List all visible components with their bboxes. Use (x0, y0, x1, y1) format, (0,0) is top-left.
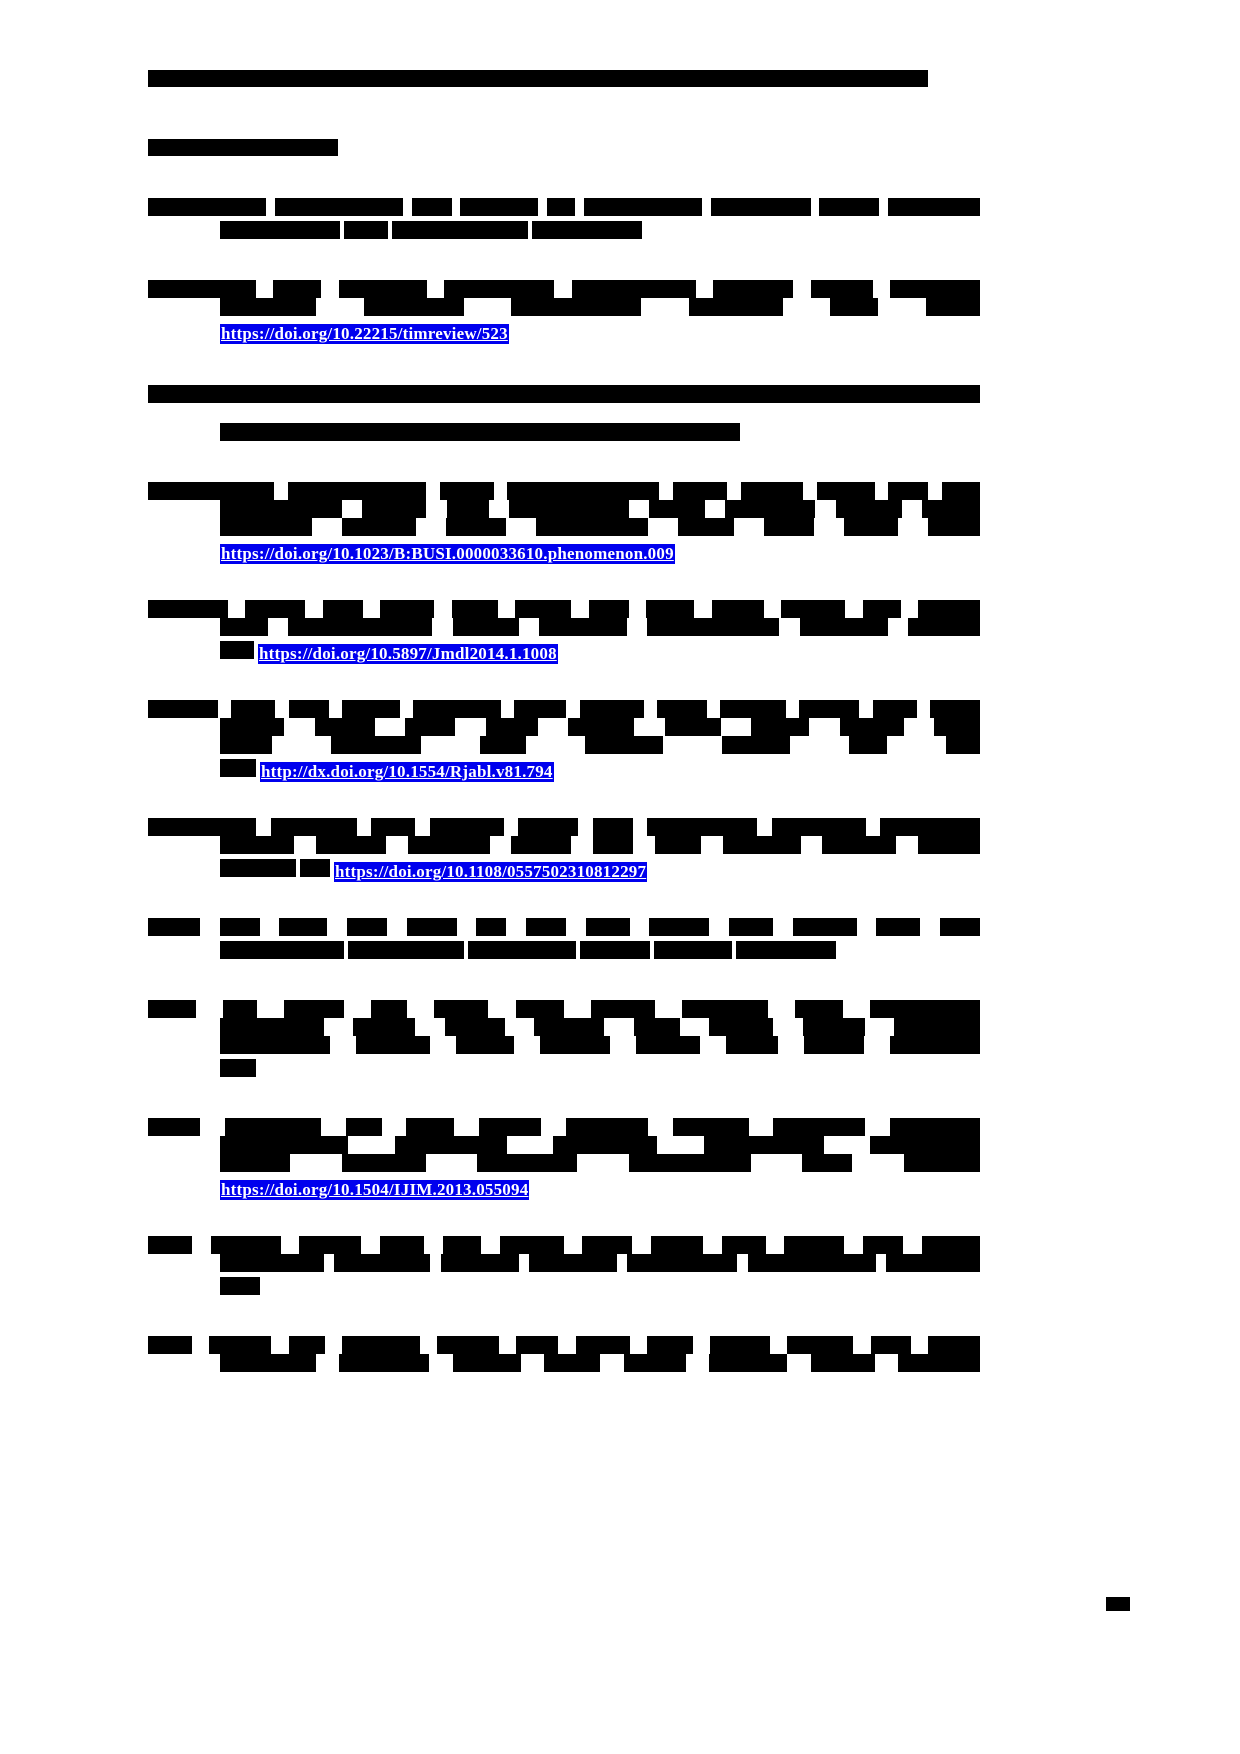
reference-entry (148, 1118, 980, 1210)
page-number (1106, 1597, 1130, 1616)
reference-line (148, 216, 980, 254)
doi-link[interactable]: https://doi.org/10.1504/IJIM.2013.055094 (221, 1180, 529, 1199)
reference-line (148, 754, 980, 792)
doi-link[interactable]: https://doi.org/10.5897/Jmdl2014.1.1008 (259, 644, 557, 663)
reference-entry (148, 380, 980, 456)
reference-entry (148, 1000, 980, 1092)
reference-line (148, 1018, 980, 1036)
redacted-page-number (1106, 1597, 1130, 1611)
reference-line (148, 836, 980, 854)
reference-line (148, 636, 980, 674)
reference-line (148, 500, 980, 518)
references-section (148, 70, 980, 1398)
doi-link[interactable]: https://doi.org/10.1108/0557502310812297 (335, 862, 647, 881)
reference-line (148, 1236, 980, 1254)
reference-line (148, 854, 980, 892)
reference-entry (148, 198, 980, 254)
reference-entry (148, 700, 980, 792)
reference-line (148, 600, 980, 618)
reference-line (148, 1354, 980, 1372)
reference-line (148, 482, 980, 500)
reference-line (148, 536, 980, 574)
reference-entry (148, 1236, 980, 1310)
reference-line (148, 700, 980, 718)
reference-line (148, 918, 980, 936)
reference-line (148, 618, 980, 636)
reference-line (148, 818, 980, 836)
reference-line (148, 198, 980, 216)
subheading-line (148, 139, 980, 164)
reference-line (148, 1272, 980, 1310)
reference-entry (148, 818, 980, 892)
reference-entry (148, 482, 980, 574)
reference-line (148, 1336, 980, 1354)
reference-line (148, 1118, 980, 1136)
reference-line (148, 518, 980, 536)
heading-line (148, 70, 980, 95)
reference-line (148, 1036, 980, 1054)
reference-line (148, 298, 980, 316)
reference-line (148, 418, 980, 456)
reference-line (148, 316, 980, 354)
reference-line (148, 380, 980, 418)
doi-link[interactable]: http://dx.doi.org/10.1554/Rjabl.v81.794 (261, 762, 553, 781)
section-subheading (148, 139, 980, 164)
section-heading (148, 70, 980, 95)
reference-line (148, 1000, 980, 1018)
reference-line (148, 936, 980, 974)
reference-line (148, 718, 980, 736)
doi-link[interactable]: https://doi.org/10.1023/B:BUSI.0000033610.phenomenon.009 (221, 544, 674, 563)
reference-line (148, 280, 980, 298)
reference-line (148, 1172, 980, 1210)
reference-line (148, 1136, 980, 1154)
reference-line (148, 736, 980, 754)
redacted-text (148, 70, 928, 87)
reference-entry (148, 918, 980, 974)
doi-link[interactable]: https://doi.org/10.22215/timreview/523 (221, 324, 508, 343)
redacted-text (148, 139, 338, 156)
reference-line (148, 1154, 980, 1172)
reference-entry (148, 600, 980, 674)
reference-line (148, 1054, 980, 1092)
reference-entry (148, 280, 980, 354)
reference-entry (148, 1336, 980, 1372)
reference-line (148, 1254, 980, 1272)
